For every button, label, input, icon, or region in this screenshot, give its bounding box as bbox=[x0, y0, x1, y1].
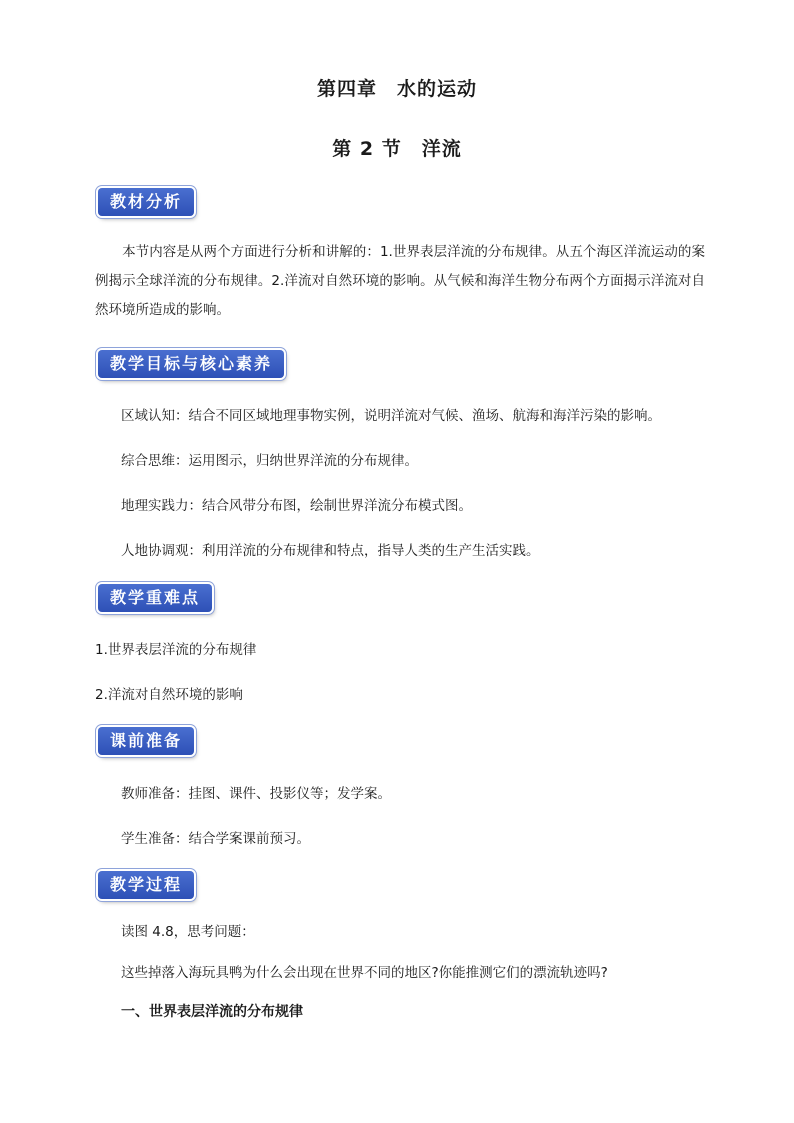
goal-regional-cognition: 区域认知：结合不同区域地理事物实例，说明洋流对气候、渔场、航海和海洋污染的影响。 bbox=[121, 408, 661, 424]
process-question: 这些掉落入海玩具鸭为什么会出现在世界不同的地区?你能推测它们的漂流轨迹吗? bbox=[121, 965, 608, 981]
section-title: 第 2 节 洋流 bbox=[332, 138, 462, 160]
badge-key-points: 教学重难点 bbox=[98, 584, 212, 612]
goal-human-earth-harmony: 人地协调观：利用洋流的分布规律和特点，指导人类的生产生活实践。 bbox=[121, 543, 540, 559]
teacher-preparation: 教师准备：挂图、课件、投影仪等；发学案。 bbox=[121, 786, 391, 802]
analysis-paragraph bbox=[95, 238, 705, 325]
analysis-text: 本节内容是从两个方面进行分析和讲解的：1.世界表层洋流的分布规律。从五个海区洋流运动的案例揭示全球洋流的分布规律。2.洋流对自然环境的影响。从气候和海洋生物分布两个方面揭示洋流对自然环境所造成的影响。 bbox=[95, 244, 705, 318]
goal-geographic-practice: 地理实践力：结合风带分布图，绘制世界洋流分布模式图。 bbox=[121, 498, 472, 514]
student-preparation: 学生准备：结合学案课前预习。 bbox=[121, 831, 310, 847]
badge-goals: 教学目标与核心素养 bbox=[98, 350, 284, 378]
chapter-title: 第四章 水的运动 bbox=[316, 78, 477, 100]
key-point-2: 2.洋流对自然环境的影响 bbox=[95, 687, 243, 703]
process-read-figure: 读图 4.8，思考问题： bbox=[121, 924, 255, 940]
badge-teaching-process: 教学过程 bbox=[98, 871, 194, 899]
goal-integrated-thinking: 综合思维：运用图示，归纳世界洋流的分布规律。 bbox=[121, 453, 418, 469]
key-point-1: 1.世界表层洋流的分布规律 bbox=[95, 642, 257, 658]
badge-preparation: 课前准备 bbox=[98, 727, 194, 755]
subheading-ocean-current-distribution: 一、世界表层洋流的分布规律 bbox=[121, 1004, 303, 1020]
badge-textbook-analysis: 教材分析 bbox=[98, 188, 194, 216]
